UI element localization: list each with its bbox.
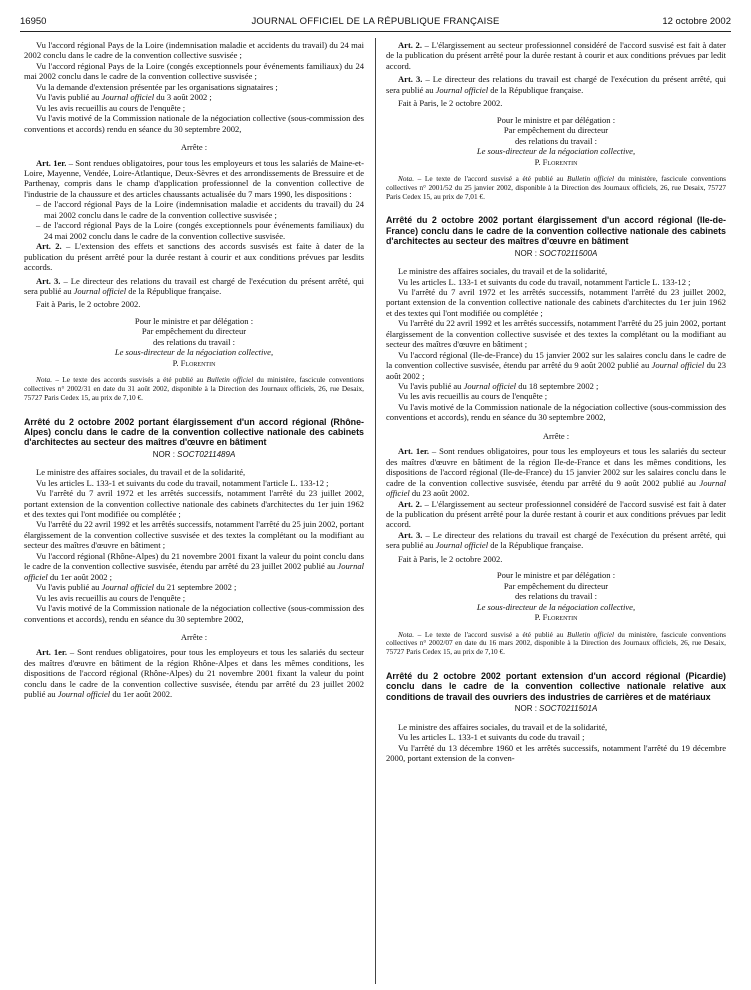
signature-block: Pour le ministre et par délégation : Par empêchement du directeur des relations du travail : Le sous-directeur de la négociation collective, P. Florentin [386, 115, 726, 167]
article-2: Art. 2. – L'élargissement au secteur professionnel considéré de l'accord susvisé est fait à dater de la publication du présent arrêté pour la durée restant à courir et aux conditions prévues par ledit accord. [386, 498, 726, 530]
paragraph: Vu l'accord régional Pays de la Loire (congés exceptionnels pour événements familiaux) du 24 mai 2002 conclu dans le cadre de la convention collective susvisée ; [24, 60, 364, 82]
section-title: Arrêté du 2 octobre 2002 portant extension d'un accord régional (Picardie) conclu dans le cadre de la convention collective nationale relative aux conditions de travail des ouvriers des industries de carrières et de matériaux [386, 670, 726, 702]
left-column [24, 40, 364, 984]
paragraph: Vu l'arrêté du 22 avril 1992 et les arrêtés successifs, notamment l'arrêté du 25 juin 2002, portant élargissement de la convention collective susvisée et des textes la complétant ou la modifiant au secteur des maîtres d'œuvre en bâtiment ; [386, 318, 726, 350]
publication-note: Nota. – Le texte de l'accord susvisé a été publié au Bulletin officiel du ministère, fascicule conventions collectives n° 2002/07 en date du 16 mars 2002, disponible à la Direction des Journaux officiels, 26, rue Desaix, 75727 Paris Cedex 15, au prix de 7,10 €. [386, 629, 726, 657]
paragraph: Vu les articles L. 133-1 et suivants du code du travail ; [398, 732, 585, 743]
issue-date: 12 octobre 2002 [662, 16, 731, 27]
paragraph: Vu l'arrêté du 13 décembre 1960 et les arrêtés successifs, notamment l'arrêté du 19 décembre 2000, portant extension de la conven- [386, 742, 726, 763]
paragraph: Vu l'avis motivé de la Commission nationale de la négociation collective (sous-commission des conventions et accords), rendu en séance du 30 septembre 2002, [386, 401, 726, 423]
arrete-label: Arrête : [542, 430, 570, 441]
publication-note: Nota. – Le texte des accords susvisés a été publié au Bulletin officiel du ministère, fascicule conventions collectives n° 2002/31 en date du 31 août 2002, disponible à la Direction des Journaux officiels, 26, rue Desaix, 75727 Paris Cedex 15, au prix de 7,10 €. [24, 375, 364, 402]
paragraph: Vu les articles L. 133-1 et suivants du code du travail, notamment l'article L. 133-12 ; [36, 477, 329, 488]
header-rule [20, 31, 731, 32]
paragraph: Vu l'avis publié au Journal officiel du 21 septembre 2002 ; [36, 582, 237, 593]
list-item: – de l'accord régional Pays de la Loire (indemnisation maladie et accidents du travail) du 24 mai 2002 conclu dans le cadre de la convention collective susvisée ; [36, 199, 364, 220]
section-title: Arrêté du 2 octobre 2002 portant élargissement d'un accord régional (Ile-de-France) conclu dans le cadre de la convention collective nationale des cabinets d'architectes au secteur des maîtres d'œuvre en bâtiment [386, 215, 726, 247]
signatory-name: P. Florentin [172, 357, 216, 368]
paragraph: Vu l'avis publié au Journal officiel du 3 août 2002 ; [36, 92, 212, 103]
journal-title: JOURNAL OFFICIEL DE LA RÉPUBLIQUE FRANÇAISE [251, 16, 500, 27]
article-2: Art. 2. – L'extension des effets et sanctions des accords susvisés est faite à dater de la publication du présent arrêté pour la durée restant à courir et aux conditions prévues par lesdits accords. [24, 241, 364, 273]
column-separator [375, 38, 376, 984]
paragraph: Vu les avis recueillis au cours de l'enquête ; [36, 102, 186, 113]
list-item: – de l'accord régional Pays de la Loire (congés exceptionnels pour événements familiaux) du 24 mai 2002 conclu dans le cadre de la convention collective susvisée. [36, 220, 364, 241]
paragraph: Vu les avis recueillis au cours de l'enquête ; [36, 592, 186, 603]
nor-reference: NOR : SOCT0211501A [514, 704, 598, 714]
paragraph: Vu l'accord régional Pays de la Loire (indemnisation maladie et accidents du travail) du 24 mai 2002 conclu dans le cadre de la convention collective susvisée ; [24, 40, 364, 61]
paragraph: Le ministre des affaires sociales, du travail et de la solidarité, [36, 467, 246, 478]
right-column [386, 40, 726, 984]
signature-block: Pour le ministre et par délégation : Par empêchement du directeur des relations du travail : Le sous-directeur de la négociation collective, P. Florentin [24, 316, 364, 368]
arrete-label: Arrête : [180, 142, 208, 153]
signatory-name: P. Florentin [534, 156, 578, 167]
done-at: Fait à Paris, le 2 octobre 2002. [36, 299, 141, 310]
article-1: Art. 1er. – Sont rendues obligatoires, pour tous les employeurs et tous les salariés du secteur des maîtres d'œuvre en bâtiment de la région Rhône-Alpes et dans les mêmes conditions, les dispositions de l'accord régional (Rhône-Alpes) du 21 novembre 2001 fixant la valeur du point conclu dans le cadre de la convention collective susvisée, étendu par arrêté du 23 juillet 2002 publié au Journal officiel du 1er août 2002. [24, 647, 364, 700]
publication-note: Nota. – Le texte de l'accord susvisé a été publié au Bulletin officiel du ministère, fascicule conventions collectives n° 2001/52 du 25 janvier 2002, disponible à la Direction des Journaux officiels, 26, rue Desaix, 75727 Paris Cedex 15, au prix de 7,01 €. [386, 173, 726, 201]
paragraph: Vu l'avis motivé de la Commission nationale de la négociation collective (sous-commission des conventions et accords) rendu en séance du 30 septembre 2002, [24, 113, 364, 134]
paragraph: Vu l'arrêté du 7 avril 1972 et les arrêtés successifs, notamment l'arrêté du 23 juillet 2002, portant extension de la convention collective nationale des cabinets d'architectes du 1er juin 1962 et des textes qui l'ont modifiée ou complétée ; [386, 286, 726, 318]
paragraph: Vu l'accord régional (Rhône-Alpes) du 21 novembre 2001 fixant la valeur du point conclu dans le cadre de la convention collective susvisée, étendu par arrêté du 23 juillet 2002 publié au Journal officiel du 1er août 2002 ; [24, 550, 364, 582]
paragraph: Vu l'avis motivé de la Commission nationale de la négociation collective (sous-commission des conventions et accords), rendu en séance du 30 septembre 2002, [24, 603, 364, 624]
paragraph: Le ministre des affaires sociales, du travail et de la solidarité, [398, 721, 608, 732]
done-at: Fait à Paris, le 2 octobre 2002. [398, 98, 503, 109]
paragraph: Vu les avis recueillis au cours de l'enquête ; [398, 391, 548, 402]
article-3: Art. 3. – Le directeur des relations du travail est chargé de l'exécution du présent arrêté, qui sera publié au Journal officiel de la République française. [386, 74, 726, 95]
done-at: Fait à Paris, le 2 octobre 2002. [398, 553, 503, 564]
paragraph: Vu l'arrêté du 7 avril 1972 et les arrêtés successifs, notamment l'arrêté du 23 juillet 2002, portant extension de la convention collective nationale des cabinets d'architectes du 1er juin 1962 et des textes qui l'ont modifiée ou complétée ; [24, 488, 364, 520]
paragraph: Vu la demande d'extension présentée par les organisations signataires ; [36, 81, 278, 92]
paragraph: Vu l'accord régional (Ile-de-France) du 15 janvier 2002 sur les salaires conclu dans le cadre de la convention collective susvisée, étendu par arrêté du 9 août 2002 publié au Journal officiel du 23 août 2002 ; [386, 349, 726, 381]
article-2: Art. 2. – L'élargissement au secteur professionnel considéré de l'accord susvisé est fait à dater de la publication du présent arrêté pour la durée restant à courir et aux conditions prévues par ledit accord. [386, 40, 726, 71]
nor-reference: NOR : SOCT0211500A [514, 248, 598, 258]
section-title: Arrêté du 2 octobre 2002 portant élargissement d'un accord régional (Rhône-Alpes) conclu dans le cadre de la convention collective nationale des cabinets d'architectes au secteur des maîtres d'œuvre en bâtiment [24, 416, 364, 448]
paragraph: Vu l'arrêté du 22 avril 1992 et les arrêtés successifs, notamment l'arrêté du 25 juin 2002, portant élargissement de la convention collective susvisée et des textes la complétant ou la modifiant au secteur des maîtres d'œuvre en bâtiment ; [24, 519, 364, 551]
arrete-label: Arrête : [180, 632, 208, 642]
nor-reference: NOR : SOCT0211489A [152, 449, 236, 459]
paragraph: Le ministre des affaires sociales, du travail et de la solidarité, [398, 266, 608, 277]
signature-block: Pour le ministre et par délégation : Par empêchement du directeur des relations du travail : Le sous-directeur de la négociation collective, P. Florentin [386, 570, 726, 622]
article-1: Art. 1er. – Sont rendues obligatoires, pour tous les employeurs et tous les salariés du secteur des maîtres d'œuvre en bâtiment de la région Ile-de-France et dans les mêmes conditions, les dispositions de l'accord régional (Ile-de-France) du 15 janvier 2002 sur les salaires conclu dans le cadre de la convention collective susvisée, étendu par arrêté du 9 août 2002 publié au Journal officiel du 23 août 2002. [386, 446, 726, 499]
paragraph: Vu l'avis publié au Journal officiel du 18 septembre 2002 ; [398, 381, 599, 392]
signatory-name: P. Florentin [534, 612, 578, 623]
page-header [20, 16, 731, 32]
article-3: Art. 3. – Le directeur des relations du travail est chargé de l'exécution du présent arrêté, qui sera publié au Journal officiel de la République française. [386, 529, 726, 551]
article-3: Art. 3. – Le directeur des relations du travail est chargé de l'exécution du présent arrêté, qui sera publié au Journal officiel de la République française. [24, 275, 364, 296]
page-number: 16950 [20, 16, 47, 27]
article-1: Art. 1er. – Sont rendues obligatoires, pour tous les employeurs et tous les salariés de Maine-et-Loire, Mayenne, Vendée, Loire-Atlantique, Deux-Sèvres et des arrondissements de Bressuire et de Parthenay, compris dans le champ d'application professionnel de la convention collective de l'industrie de la chaussure et des articles chaussants actualisée du 7 mars 1990, les dispositions : [24, 157, 364, 199]
paragraph: Vu les articles L. 133-1 et suivants du code du travail, notamment l'article L. 133-12 ; [398, 276, 691, 287]
